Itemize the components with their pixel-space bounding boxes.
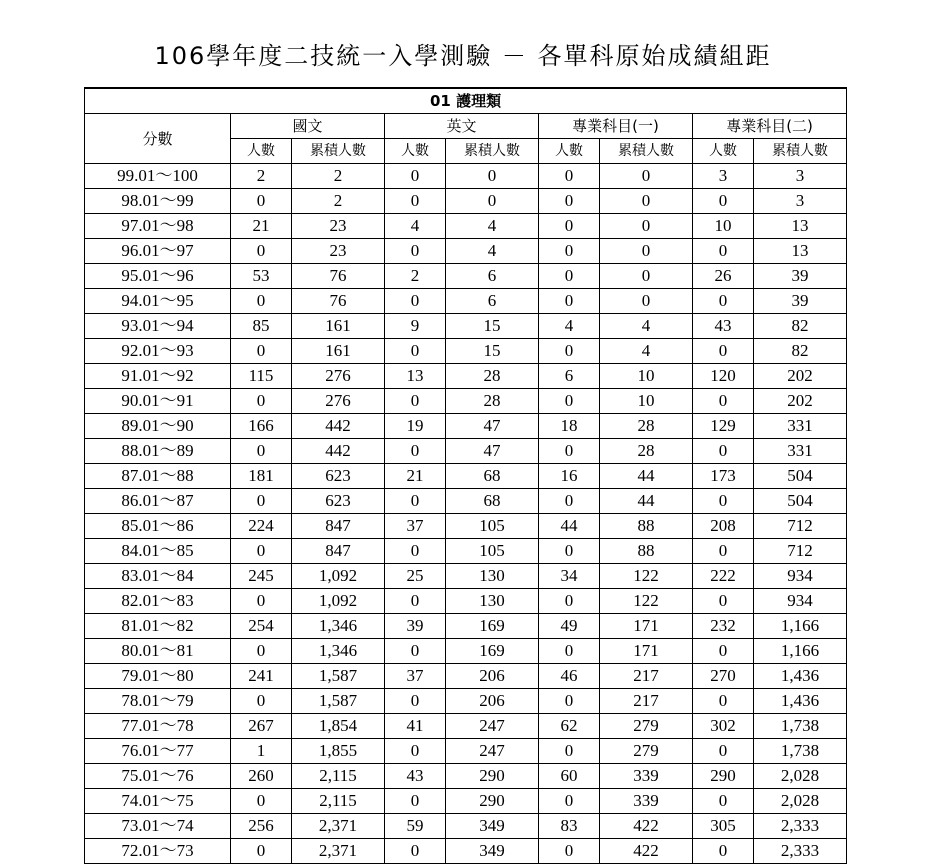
professional-1-count-cell: 49 bbox=[539, 614, 600, 639]
professional-1-cumulative-cell: 0 bbox=[600, 264, 693, 289]
professional-1-count-cell: 44 bbox=[539, 514, 600, 539]
chinese-count-cell: 0 bbox=[231, 439, 292, 464]
chinese-cumulative-cell: 1,092 bbox=[292, 589, 385, 614]
professional-1-count-cell: 46 bbox=[539, 664, 600, 689]
score-range-cell: 98.01～99 bbox=[85, 189, 231, 214]
english-cumulative-cell: 349 bbox=[446, 814, 539, 839]
professional-2-count-cell: 0 bbox=[693, 439, 754, 464]
table-body bbox=[85, 164, 847, 864]
chinese-cumulative-cell: 2 bbox=[292, 164, 385, 189]
table-row bbox=[85, 764, 847, 789]
score-range-cell: 74.01～75 bbox=[85, 789, 231, 814]
english-cumulative-cell: 130 bbox=[446, 564, 539, 589]
professional-2-count-cell: 0 bbox=[693, 339, 754, 364]
table-row bbox=[85, 489, 847, 514]
chinese-cumulative-cell: 442 bbox=[292, 414, 385, 439]
score-range-cell: 89.01～90 bbox=[85, 414, 231, 439]
score-range-cell: 75.01～76 bbox=[85, 764, 231, 789]
chinese-count-cell: 0 bbox=[231, 239, 292, 264]
professional-1-count-cell: 0 bbox=[539, 439, 600, 464]
score-range-cell: 79.01～80 bbox=[85, 664, 231, 689]
professional-1-cumulative-cell: 0 bbox=[600, 189, 693, 214]
professional-2-cumulative-cell: 39 bbox=[754, 289, 847, 314]
professional-2-count-cell: 3 bbox=[693, 164, 754, 189]
professional-1-cumulative-cell: 339 bbox=[600, 764, 693, 789]
english-cumulative-cell: 169 bbox=[446, 639, 539, 664]
table-row bbox=[85, 814, 847, 839]
score-range-cell: 72.01～73 bbox=[85, 839, 231, 864]
professional-1-count-cell: 0 bbox=[539, 689, 600, 714]
chinese-count-cell: 260 bbox=[231, 764, 292, 789]
table-row bbox=[85, 514, 847, 539]
english-count-cell: 0 bbox=[385, 289, 446, 314]
score-range-cell: 76.01～77 bbox=[85, 739, 231, 764]
professional-2-cumulative-cell: 2,333 bbox=[754, 839, 847, 864]
professional-2-count-cell: 305 bbox=[693, 814, 754, 839]
professional-1-count-cell: 18 bbox=[539, 414, 600, 439]
professional-2-cumulative-cell: 3 bbox=[754, 164, 847, 189]
english-cumulative-cell: 206 bbox=[446, 689, 539, 714]
score-range-cell: 77.01～78 bbox=[85, 714, 231, 739]
english-cumulative-cell: 349 bbox=[446, 839, 539, 864]
professional-1-cumulative-cell: 122 bbox=[600, 564, 693, 589]
score-range-cell: 99.01～100 bbox=[85, 164, 231, 189]
table-row bbox=[85, 339, 847, 364]
chinese-cumulative-cell: 442 bbox=[292, 439, 385, 464]
english-count-cell: 25 bbox=[385, 564, 446, 589]
professional-1-count-cell: 60 bbox=[539, 764, 600, 789]
professional-2-cumulative-cell: 2,028 bbox=[754, 789, 847, 814]
professional-2-cumulative-cell: 2,028 bbox=[754, 764, 847, 789]
score-range-cell: 78.01～79 bbox=[85, 689, 231, 714]
professional-2-count-cell: 173 bbox=[693, 464, 754, 489]
table-row bbox=[85, 289, 847, 314]
professional-2-cumulative-cell: 934 bbox=[754, 589, 847, 614]
professional-1-count-cell: 0 bbox=[539, 739, 600, 764]
chinese-count-cell: 181 bbox=[231, 464, 292, 489]
english-count-cell: 19 bbox=[385, 414, 446, 439]
professional-1-cumulative-cell: 122 bbox=[600, 589, 693, 614]
score-range-cell: 88.01～89 bbox=[85, 439, 231, 464]
english-cumulative-cell: 206 bbox=[446, 664, 539, 689]
english-count-cell: 37 bbox=[385, 514, 446, 539]
score-range-cell: 95.01～96 bbox=[85, 264, 231, 289]
english-count-cell: 0 bbox=[385, 164, 446, 189]
professional-1-cumulative-cell: 10 bbox=[600, 389, 693, 414]
professional-1-count-cell: 6 bbox=[539, 364, 600, 389]
professional-2-count-cell: 270 bbox=[693, 664, 754, 689]
professional-1-cumulative-cell: 10 bbox=[600, 364, 693, 389]
subject-header-professional-1: 專業科目(一) bbox=[539, 114, 693, 139]
professional-2-count-cell: 0 bbox=[693, 189, 754, 214]
professional-1-cumulative-cell: 88 bbox=[600, 514, 693, 539]
english-cumulative-cell: 47 bbox=[446, 439, 539, 464]
chinese-cumulative-cell: 276 bbox=[292, 389, 385, 414]
english-count-cell: 0 bbox=[385, 439, 446, 464]
score-range-cell: 97.01～98 bbox=[85, 214, 231, 239]
table-row bbox=[85, 239, 847, 264]
chinese-cumulative-cell: 23 bbox=[292, 239, 385, 264]
professional-2-count-cell: 129 bbox=[693, 414, 754, 439]
professional-1-count-cell: 0 bbox=[539, 264, 600, 289]
professional-1-cumulative-cell: 422 bbox=[600, 839, 693, 864]
professional-1-cumulative-cell: 217 bbox=[600, 689, 693, 714]
professional-2-count-cell: 0 bbox=[693, 289, 754, 314]
english-cumulative-cell: 290 bbox=[446, 764, 539, 789]
chinese-count-cell: 166 bbox=[231, 414, 292, 439]
chinese-cumulative-cell: 1,854 bbox=[292, 714, 385, 739]
cumulative-header: 累積人數 bbox=[754, 139, 847, 164]
table-row bbox=[85, 214, 847, 239]
professional-2-cumulative-cell: 202 bbox=[754, 364, 847, 389]
professional-2-cumulative-cell: 712 bbox=[754, 539, 847, 564]
english-count-cell: 0 bbox=[385, 239, 446, 264]
english-count-cell: 0 bbox=[385, 739, 446, 764]
english-count-cell: 4 bbox=[385, 214, 446, 239]
score-distribution-table bbox=[84, 87, 847, 864]
chinese-count-cell: 115 bbox=[231, 364, 292, 389]
professional-1-cumulative-cell: 0 bbox=[600, 164, 693, 189]
professional-1-cumulative-cell: 171 bbox=[600, 639, 693, 664]
english-count-cell: 13 bbox=[385, 364, 446, 389]
professional-2-cumulative-cell: 13 bbox=[754, 214, 847, 239]
chinese-count-cell: 0 bbox=[231, 189, 292, 214]
table-row bbox=[85, 614, 847, 639]
english-count-cell: 0 bbox=[385, 639, 446, 664]
english-cumulative-cell: 105 bbox=[446, 514, 539, 539]
chinese-cumulative-cell: 1,092 bbox=[292, 564, 385, 589]
table-row bbox=[85, 364, 847, 389]
score-range-cell: 84.01～85 bbox=[85, 539, 231, 564]
table-row bbox=[85, 639, 847, 664]
professional-2-count-cell: 0 bbox=[693, 689, 754, 714]
chinese-cumulative-cell: 623 bbox=[292, 464, 385, 489]
professional-1-count-cell: 16 bbox=[539, 464, 600, 489]
professional-1-count-cell: 34 bbox=[539, 564, 600, 589]
professional-2-count-cell: 120 bbox=[693, 364, 754, 389]
professional-2-count-cell: 0 bbox=[693, 789, 754, 814]
cumulative-header: 累積人數 bbox=[446, 139, 539, 164]
table-row bbox=[85, 264, 847, 289]
professional-2-cumulative-cell: 331 bbox=[754, 414, 847, 439]
score-range-cell: 82.01～83 bbox=[85, 589, 231, 614]
chinese-cumulative-cell: 1,346 bbox=[292, 639, 385, 664]
professional-2-cumulative-cell: 1,166 bbox=[754, 639, 847, 664]
english-cumulative-cell: 28 bbox=[446, 364, 539, 389]
chinese-count-cell: 241 bbox=[231, 664, 292, 689]
table-row bbox=[85, 439, 847, 464]
chinese-count-cell: 245 bbox=[231, 564, 292, 589]
professional-2-count-cell: 43 bbox=[693, 314, 754, 339]
count-header: 人數 bbox=[539, 139, 600, 164]
professional-1-count-cell: 0 bbox=[539, 239, 600, 264]
chinese-count-cell: 0 bbox=[231, 539, 292, 564]
professional-1-cumulative-cell: 279 bbox=[600, 714, 693, 739]
chinese-cumulative-cell: 623 bbox=[292, 489, 385, 514]
score-range-cell: 96.01～97 bbox=[85, 239, 231, 264]
score-column-header: 分數 bbox=[85, 114, 231, 164]
professional-1-cumulative-cell: 4 bbox=[600, 314, 693, 339]
chinese-count-cell: 0 bbox=[231, 689, 292, 714]
chinese-cumulative-cell: 2,115 bbox=[292, 764, 385, 789]
english-count-cell: 59 bbox=[385, 814, 446, 839]
english-cumulative-cell: 47 bbox=[446, 414, 539, 439]
professional-1-count-cell: 0 bbox=[539, 339, 600, 364]
professional-2-count-cell: 0 bbox=[693, 639, 754, 664]
subject-header-chinese: 國文 bbox=[231, 114, 385, 139]
professional-2-count-cell: 26 bbox=[693, 264, 754, 289]
category-header: 01 護理類 bbox=[85, 88, 847, 114]
score-range-cell: 90.01～91 bbox=[85, 389, 231, 414]
professional-1-cumulative-cell: 279 bbox=[600, 739, 693, 764]
professional-2-cumulative-cell: 504 bbox=[754, 464, 847, 489]
score-range-cell: 94.01～95 bbox=[85, 289, 231, 314]
professional-2-cumulative-cell: 1,166 bbox=[754, 614, 847, 639]
professional-1-count-cell: 4 bbox=[539, 314, 600, 339]
chinese-count-cell: 0 bbox=[231, 639, 292, 664]
chinese-count-cell: 53 bbox=[231, 264, 292, 289]
professional-2-count-cell: 302 bbox=[693, 714, 754, 739]
chinese-cumulative-cell: 76 bbox=[292, 264, 385, 289]
score-range-cell: 80.01～81 bbox=[85, 639, 231, 664]
professional-2-count-cell: 0 bbox=[693, 539, 754, 564]
score-range-cell: 81.01～82 bbox=[85, 614, 231, 639]
subject-header-english: 英文 bbox=[385, 114, 539, 139]
professional-2-cumulative-cell: 712 bbox=[754, 514, 847, 539]
table-row bbox=[85, 664, 847, 689]
professional-2-count-cell: 0 bbox=[693, 589, 754, 614]
english-cumulative-cell: 68 bbox=[446, 464, 539, 489]
professional-1-count-cell: 0 bbox=[539, 589, 600, 614]
score-range-cell: 86.01～87 bbox=[85, 489, 231, 514]
professional-2-cumulative-cell: 331 bbox=[754, 439, 847, 464]
chinese-cumulative-cell: 2 bbox=[292, 189, 385, 214]
chinese-count-cell: 0 bbox=[231, 589, 292, 614]
english-cumulative-cell: 247 bbox=[446, 714, 539, 739]
chinese-count-cell: 0 bbox=[231, 339, 292, 364]
chinese-cumulative-cell: 76 bbox=[292, 289, 385, 314]
count-header: 人數 bbox=[231, 139, 292, 164]
table-row bbox=[85, 589, 847, 614]
subject-header-professional-2: 專業科目(二) bbox=[693, 114, 847, 139]
professional-2-count-cell: 208 bbox=[693, 514, 754, 539]
english-cumulative-cell: 169 bbox=[446, 614, 539, 639]
chinese-count-cell: 267 bbox=[231, 714, 292, 739]
english-cumulative-cell: 247 bbox=[446, 739, 539, 764]
score-range-cell: 87.01～88 bbox=[85, 464, 231, 489]
english-count-cell: 0 bbox=[385, 189, 446, 214]
chinese-cumulative-cell: 1,346 bbox=[292, 614, 385, 639]
professional-1-count-cell: 62 bbox=[539, 714, 600, 739]
professional-2-cumulative-cell: 82 bbox=[754, 314, 847, 339]
english-cumulative-cell: 6 bbox=[446, 264, 539, 289]
professional-2-cumulative-cell: 82 bbox=[754, 339, 847, 364]
chinese-count-cell: 224 bbox=[231, 514, 292, 539]
professional-2-cumulative-cell: 504 bbox=[754, 489, 847, 514]
professional-1-count-cell: 0 bbox=[539, 789, 600, 814]
table-row bbox=[85, 739, 847, 764]
professional-1-count-cell: 0 bbox=[539, 214, 600, 239]
count-header: 人數 bbox=[385, 139, 446, 164]
professional-1-count-cell: 0 bbox=[539, 289, 600, 314]
chinese-count-cell: 85 bbox=[231, 314, 292, 339]
chinese-count-cell: 254 bbox=[231, 614, 292, 639]
professional-1-cumulative-cell: 44 bbox=[600, 464, 693, 489]
chinese-cumulative-cell: 1,587 bbox=[292, 689, 385, 714]
chinese-cumulative-cell: 2,115 bbox=[292, 789, 385, 814]
chinese-cumulative-cell: 2,371 bbox=[292, 839, 385, 864]
professional-1-count-cell: 83 bbox=[539, 814, 600, 839]
professional-2-count-cell: 0 bbox=[693, 739, 754, 764]
english-count-cell: 41 bbox=[385, 714, 446, 739]
professional-1-cumulative-cell: 28 bbox=[600, 439, 693, 464]
table-row bbox=[85, 414, 847, 439]
table-row bbox=[85, 464, 847, 489]
chinese-count-cell: 2 bbox=[231, 164, 292, 189]
english-cumulative-cell: 6 bbox=[446, 289, 539, 314]
professional-2-cumulative-cell: 39 bbox=[754, 264, 847, 289]
professional-1-count-cell: 0 bbox=[539, 389, 600, 414]
english-count-cell: 0 bbox=[385, 489, 446, 514]
english-count-cell: 0 bbox=[385, 339, 446, 364]
professional-1-cumulative-cell: 171 bbox=[600, 614, 693, 639]
professional-1-cumulative-cell: 4 bbox=[600, 339, 693, 364]
chinese-count-cell: 0 bbox=[231, 489, 292, 514]
chinese-cumulative-cell: 161 bbox=[292, 339, 385, 364]
professional-2-cumulative-cell: 2,333 bbox=[754, 814, 847, 839]
professional-1-count-cell: 0 bbox=[539, 839, 600, 864]
cumulative-header: 累積人數 bbox=[600, 139, 693, 164]
professional-2-count-cell: 0 bbox=[693, 239, 754, 264]
professional-2-count-cell: 232 bbox=[693, 614, 754, 639]
score-range-cell: 91.01～92 bbox=[85, 364, 231, 389]
english-count-cell: 0 bbox=[385, 589, 446, 614]
professional-2-cumulative-cell: 1,738 bbox=[754, 714, 847, 739]
english-cumulative-cell: 15 bbox=[446, 314, 539, 339]
chinese-cumulative-cell: 847 bbox=[292, 514, 385, 539]
professional-1-count-cell: 0 bbox=[539, 539, 600, 564]
score-range-cell: 83.01～84 bbox=[85, 564, 231, 589]
professional-1-cumulative-cell: 0 bbox=[600, 289, 693, 314]
chinese-count-cell: 0 bbox=[231, 839, 292, 864]
english-cumulative-cell: 4 bbox=[446, 239, 539, 264]
english-cumulative-cell: 105 bbox=[446, 539, 539, 564]
chinese-count-cell: 21 bbox=[231, 214, 292, 239]
english-cumulative-cell: 4 bbox=[446, 214, 539, 239]
professional-1-cumulative-cell: 28 bbox=[600, 414, 693, 439]
english-cumulative-cell: 15 bbox=[446, 339, 539, 364]
chinese-count-cell: 0 bbox=[231, 289, 292, 314]
chinese-cumulative-cell: 2,371 bbox=[292, 814, 385, 839]
english-count-cell: 9 bbox=[385, 314, 446, 339]
table-row bbox=[85, 539, 847, 564]
english-count-cell: 0 bbox=[385, 839, 446, 864]
professional-1-cumulative-cell: 422 bbox=[600, 814, 693, 839]
professional-2-cumulative-cell: 1,436 bbox=[754, 664, 847, 689]
english-count-cell: 0 bbox=[385, 789, 446, 814]
table-row bbox=[85, 689, 847, 714]
table-row bbox=[85, 189, 847, 214]
professional-2-cumulative-cell: 1,738 bbox=[754, 739, 847, 764]
chinese-count-cell: 1 bbox=[231, 739, 292, 764]
english-count-cell: 21 bbox=[385, 464, 446, 489]
score-range-cell: 85.01～86 bbox=[85, 514, 231, 539]
english-count-cell: 0 bbox=[385, 539, 446, 564]
chinese-count-cell: 0 bbox=[231, 789, 292, 814]
professional-1-cumulative-cell: 0 bbox=[600, 239, 693, 264]
score-range-cell: 93.01～94 bbox=[85, 314, 231, 339]
english-cumulative-cell: 0 bbox=[446, 189, 539, 214]
count-header: 人數 bbox=[693, 139, 754, 164]
table-row bbox=[85, 714, 847, 739]
english-count-cell: 39 bbox=[385, 614, 446, 639]
english-count-cell: 0 bbox=[385, 689, 446, 714]
table-row bbox=[85, 789, 847, 814]
chinese-count-cell: 0 bbox=[231, 389, 292, 414]
english-cumulative-cell: 0 bbox=[446, 164, 539, 189]
english-count-cell: 43 bbox=[385, 764, 446, 789]
professional-2-cumulative-cell: 202 bbox=[754, 389, 847, 414]
professional-1-cumulative-cell: 88 bbox=[600, 539, 693, 564]
english-cumulative-cell: 68 bbox=[446, 489, 539, 514]
professional-2-count-cell: 0 bbox=[693, 389, 754, 414]
professional-1-cumulative-cell: 44 bbox=[600, 489, 693, 514]
english-cumulative-cell: 290 bbox=[446, 789, 539, 814]
professional-1-cumulative-cell: 0 bbox=[600, 214, 693, 239]
table-row bbox=[85, 314, 847, 339]
english-count-cell: 2 bbox=[385, 264, 446, 289]
professional-2-cumulative-cell: 13 bbox=[754, 239, 847, 264]
chinese-cumulative-cell: 276 bbox=[292, 364, 385, 389]
chinese-cumulative-cell: 1,855 bbox=[292, 739, 385, 764]
score-range-cell: 73.01～74 bbox=[85, 814, 231, 839]
professional-1-count-cell: 0 bbox=[539, 489, 600, 514]
chinese-cumulative-cell: 1,587 bbox=[292, 664, 385, 689]
professional-2-cumulative-cell: 1,436 bbox=[754, 689, 847, 714]
english-cumulative-cell: 28 bbox=[446, 389, 539, 414]
page-title: 106學年度二技統一入學測驗 － 各單科原始成績組距 bbox=[154, 42, 772, 70]
table-row bbox=[85, 389, 847, 414]
chinese-cumulative-cell: 161 bbox=[292, 314, 385, 339]
table-row bbox=[85, 839, 847, 864]
english-count-cell: 37 bbox=[385, 664, 446, 689]
english-count-cell: 0 bbox=[385, 389, 446, 414]
professional-1-cumulative-cell: 217 bbox=[600, 664, 693, 689]
professional-1-count-cell: 0 bbox=[539, 189, 600, 214]
professional-1-cumulative-cell: 339 bbox=[600, 789, 693, 814]
professional-2-cumulative-cell: 3 bbox=[754, 189, 847, 214]
professional-1-count-cell: 0 bbox=[539, 639, 600, 664]
professional-2-count-cell: 10 bbox=[693, 214, 754, 239]
table-row bbox=[85, 564, 847, 589]
professional-1-count-cell: 0 bbox=[539, 164, 600, 189]
chinese-cumulative-cell: 23 bbox=[292, 214, 385, 239]
english-cumulative-cell: 130 bbox=[446, 589, 539, 614]
professional-2-count-cell: 290 bbox=[693, 764, 754, 789]
professional-2-cumulative-cell: 934 bbox=[754, 564, 847, 589]
chinese-cumulative-cell: 847 bbox=[292, 539, 385, 564]
chinese-count-cell: 256 bbox=[231, 814, 292, 839]
cumulative-header: 累積人數 bbox=[292, 139, 385, 164]
table-row bbox=[85, 164, 847, 189]
professional-2-count-cell: 222 bbox=[693, 564, 754, 589]
professional-2-count-cell: 0 bbox=[693, 839, 754, 864]
score-range-cell: 92.01～93 bbox=[85, 339, 231, 364]
professional-2-count-cell: 0 bbox=[693, 489, 754, 514]
